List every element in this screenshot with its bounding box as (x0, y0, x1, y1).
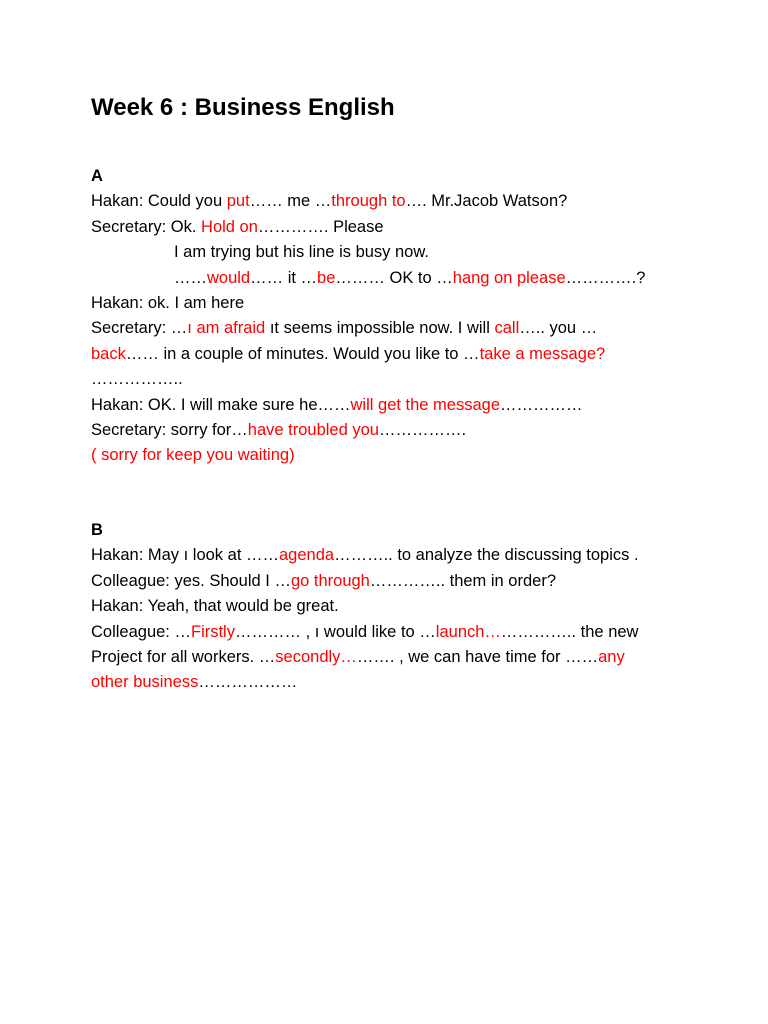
answer-text: be (317, 268, 336, 287)
answer-text: launch… (435, 622, 501, 641)
prompt-text: …… it … (250, 268, 318, 287)
dialogue-line (91, 594, 731, 619)
dialogue-line (91, 291, 731, 316)
dialogue-line (91, 342, 731, 367)
answer-text: secondly… (275, 647, 357, 666)
dialogue-line (91, 569, 731, 594)
answer-text: other business (91, 673, 199, 692)
prompt-text: …… me … (249, 192, 332, 211)
dialogue-line (91, 670, 731, 695)
dialogue-line (91, 189, 731, 214)
dialogue-line (91, 266, 731, 291)
answer-text: would (207, 268, 251, 287)
prompt-text: Hakan: Could you (91, 192, 227, 211)
answer-text: call (494, 319, 520, 338)
prompt-text: …………. Please (257, 217, 384, 236)
prompt-text: Hakan: ok. I am here (91, 293, 245, 312)
prompt-text: …. Mr.Jacob Watson? (405, 192, 568, 211)
answer-text: Hold on (201, 217, 258, 236)
dialogue-line (91, 215, 731, 240)
prompt-text: ……. , we can have time for …… (356, 647, 599, 666)
prompt-text: ………….. the new (500, 622, 639, 641)
prompt-text: …………….. (91, 370, 183, 389)
answer-text: ı am afraid (187, 319, 266, 338)
answer-text: will get the message (350, 395, 501, 414)
prompt-text: …… in a couple of minutes. Would you like to … (125, 344, 480, 363)
prompt-text: Secretary: sorry for… (91, 420, 248, 439)
section-heading: B (91, 521, 103, 539)
prompt-text: ….. you … (519, 319, 598, 338)
answer-text: go through (290, 571, 370, 590)
prompt-text: Project for all workers. … (91, 647, 276, 666)
prompt-text: ………….? (565, 268, 646, 287)
section-b (91, 518, 731, 696)
prompt-text: Colleague: yes. Should I … (91, 571, 291, 590)
dialogue-line (91, 620, 731, 645)
prompt-text: Hakan: OK. I will make sure he…… (91, 395, 351, 414)
section-heading: A (91, 167, 103, 185)
dialogue-line (91, 645, 731, 670)
answer-text: put (226, 192, 250, 211)
answer-text: Firstly (190, 622, 235, 641)
page-title: Week 6 : Business English (91, 94, 395, 121)
dialogue-line (91, 316, 731, 341)
prompt-text: ……….. to analyze the discussing topics . (334, 546, 639, 565)
section-a (91, 164, 731, 469)
prompt-text: Secretary: … (91, 319, 188, 338)
prompt-text: …… (174, 268, 207, 287)
answer-text: take a message? (479, 344, 606, 363)
answer-text: agenda (279, 546, 335, 565)
answer-text: any (598, 647, 625, 666)
prompt-text: Colleague: … (91, 622, 191, 641)
answer-text: hang on please (452, 268, 566, 287)
answer-text: ( sorry for keep you waiting) (91, 446, 295, 465)
dialogue-line (91, 418, 731, 443)
prompt-text: …………… (500, 395, 583, 414)
prompt-text: Hakan: Yeah, that would be great. (91, 597, 339, 616)
prompt-text: ……… OK to … (335, 268, 453, 287)
dialogue-line (91, 240, 731, 265)
prompt-text: ıt seems impossible now. I will (265, 319, 495, 338)
answer-text: through to (331, 192, 406, 211)
prompt-text: I am trying but his line is busy now. (174, 243, 429, 262)
prompt-text: ………… , ı would like to … (234, 622, 436, 641)
dialogue-line (91, 367, 731, 392)
dialogue-line (91, 543, 731, 568)
prompt-text: Secretary: Ok. (91, 217, 202, 236)
prompt-text: ……………… (198, 673, 298, 692)
prompt-text: Hakan: May ı look at …… (91, 546, 279, 565)
answer-text: back (91, 344, 126, 363)
answer-text: have troubled you (247, 420, 379, 439)
prompt-text: ……………. (378, 420, 467, 439)
prompt-text: ………….. them in order? (369, 571, 556, 590)
dialogue-line (91, 443, 731, 468)
dialogue-line (91, 393, 731, 418)
